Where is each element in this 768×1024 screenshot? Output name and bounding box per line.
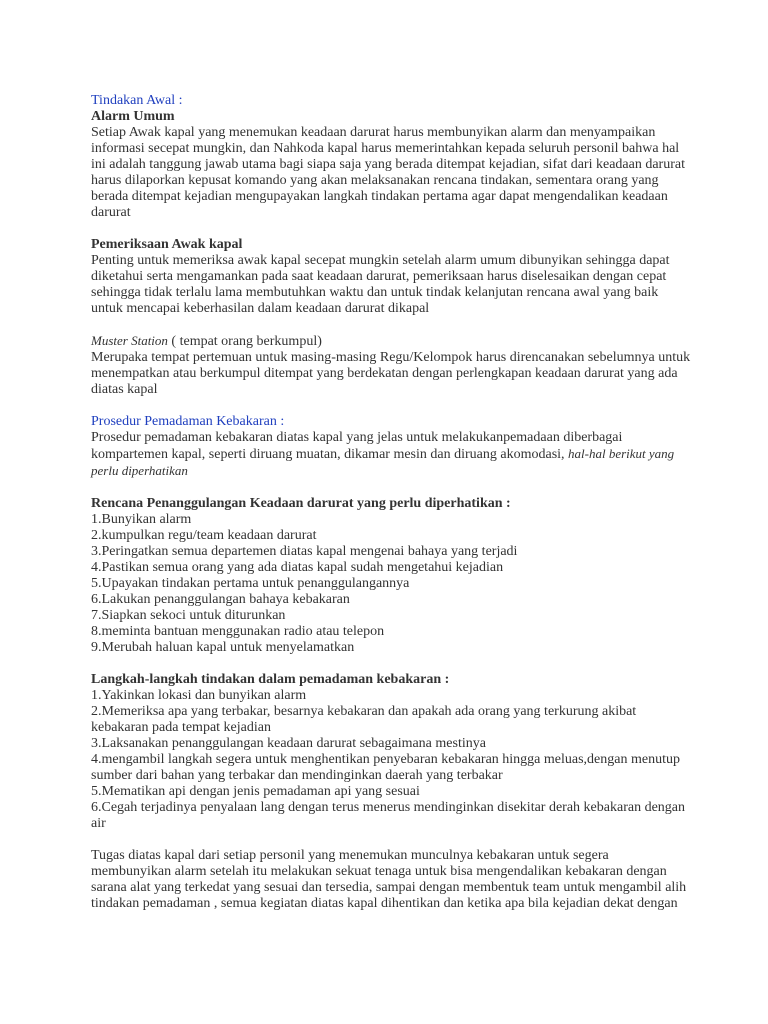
list-item: 4.mengambil langkah segera untuk menghentikan penyebaran kebakaran hingga meluas,dengan menutup sumber dari bahan yang terbakar dan mendinginkan daerah yang terbakar	[91, 752, 680, 783]
list-item: 9.Merubah haluan kapal untuk menyelamatkan	[91, 640, 355, 655]
paragraph-pemeriksaan-awak-kapal: Penting untuk memeriksa awak kapal secepat mungkin setelah alarm umum dibunyikan sehingga dapat diketahui serta mengamankan pada saat keadaan darurat, pemeriksaan harus diselesaikan dengan cepat sehingga tidak terlalu lama membutuhkan waktu dan untuk tindak kelanjutan rencana awal yang baik untuk mencapai keberhasilan dalam keadaan darurat dikapal	[91, 253, 670, 316]
paragraph-prosedur-pemadaman	[91, 430, 691, 480]
heading-muster-station-italic: Muster Station	[91, 333, 168, 348]
spacer	[91, 832, 691, 848]
list-item: 1.Bunyikan alarm	[91, 512, 192, 527]
list-item: 3.Laksanakan penanggulangan keadaan darurat sebagaimana mestinya	[91, 736, 486, 751]
spacer	[91, 480, 691, 496]
list-item: 2.kumpulkan regu/team keadaan darurat	[91, 528, 317, 543]
paragraph-alarm-umum: Setiap Awak kapal yang menemukan keadaan darurat harus membunyikan alarm dan menyampaikan informasi secepat mungkin, dan Nahkoda kapal harus memerintahkan kepada seluruh personil bahwa hal ini adalah tanggung jawab utama bagi siapa saja yang berada ditempat kejadian, sifat dari keadaan darurat harus dilaporkan kepusat komando yang akan melaksanakan rencana tindakan, sementara orang yang berada ditempat kejadian mengupayakan langkah tindakan pertama agar dapat mengendalikan keadaan darurat	[91, 125, 685, 220]
list-item: 3.Peringatkan semua departemen diatas kapal mengenai bahaya yang terjadi	[91, 544, 518, 559]
list-item: 6.Cegah terjadinya penyalaan lang dengan terus menerus mendinginkan disekitar derah kebakaran dengan air	[91, 800, 685, 831]
heading-prosedur-pemadaman: Prosedur Pemadaman Kebakaran :	[91, 414, 285, 429]
heading-muster-station-rest: ( tempat orang berkumpul)	[167, 334, 322, 349]
list-item: 2.Memeriksa apa yang terbakar, besarnya kebakaran dan apakah ada orang yang terkurung akibat kebakaran pada tempat kejadian	[91, 704, 637, 735]
list-item: 5.Upayakan tindakan pertama untuk penanggulangannya	[91, 576, 410, 591]
list-item: 5.Mematikan api dengan jenis pemadaman api yang sesuai	[91, 784, 420, 799]
heading-pemeriksaan-awak-kapal: Pemeriksaan Awak kapal	[91, 237, 243, 252]
subheading-alarm-umum: Alarm Umum	[91, 109, 175, 124]
list-item: 7.Siapkan sekoci untuk diturunkan	[91, 608, 286, 623]
spacer	[91, 221, 691, 237]
list-item: 8.meminta bantuan menggunakan radio atau telepon	[91, 624, 385, 639]
spacer	[91, 398, 691, 414]
paragraph-muster-station: Merupaka tempat pertemuan untuk masing-masing Regu/Kelompok harus direncanakan sebelumnya untuk menempatkan atau berkumpul ditempat yang berdekatan dengan perlengkapan keadaan darurat yang ada diatas kapal	[91, 350, 691, 397]
section-heading-tindakan-awal: Tindakan Awal :	[91, 93, 183, 108]
document-page	[91, 93, 691, 912]
list-item: 1.Yakinkan lokasi dan bunyikan alarm	[91, 688, 307, 703]
heading-muster-station	[91, 333, 691, 350]
spacer	[91, 317, 691, 333]
list-rencana-penanggulangan	[91, 512, 691, 656]
paragraph-prosedur-italic: hal-hal berikut yang perlu diperhatikan	[91, 446, 675, 478]
list-item: 6.Lakukan penanggulangan bahaya kebakaran	[91, 592, 350, 607]
paragraph-prosedur-text: Prosedur pemadaman kebakaran diatas kapal yang jelas untuk melakukanpemadaan diberbagai kompartemen kapal, seperti diruang muatan, dikamar mesin dan diruang akomodasi,	[91, 430, 623, 462]
heading-rencana-penanggulangan: Rencana Penanggulangan Keadaan darurat yang perlu diperhatikan :	[91, 496, 511, 511]
list-item: 4.Pastikan semua orang yang ada diatas kapal sudah mengetahui kejadian	[91, 560, 504, 575]
heading-langkah-langkah: Langkah-langkah tindakan dalam pemadaman kebakaran :	[91, 672, 450, 687]
list-langkah-langkah	[91, 688, 691, 832]
paragraph-tugas-diatas-kapal: Tugas diatas kapal dari setiap personil yang menemukan munculnya kebakaran untuk segera membunyikan alarm setelah itu melakukan sekuat tenaga untuk bisa mengendalikan kebakaran dengan sarana alat yang terkedat yang sesuai dan tersedia, sampai dengan membentuk team untuk mengambil alih tindakan pemadaman , semua kegiatan diatas kapal dihentikan dan ketika apa bila kejadian dekat dengan	[91, 848, 687, 911]
spacer	[91, 656, 691, 672]
